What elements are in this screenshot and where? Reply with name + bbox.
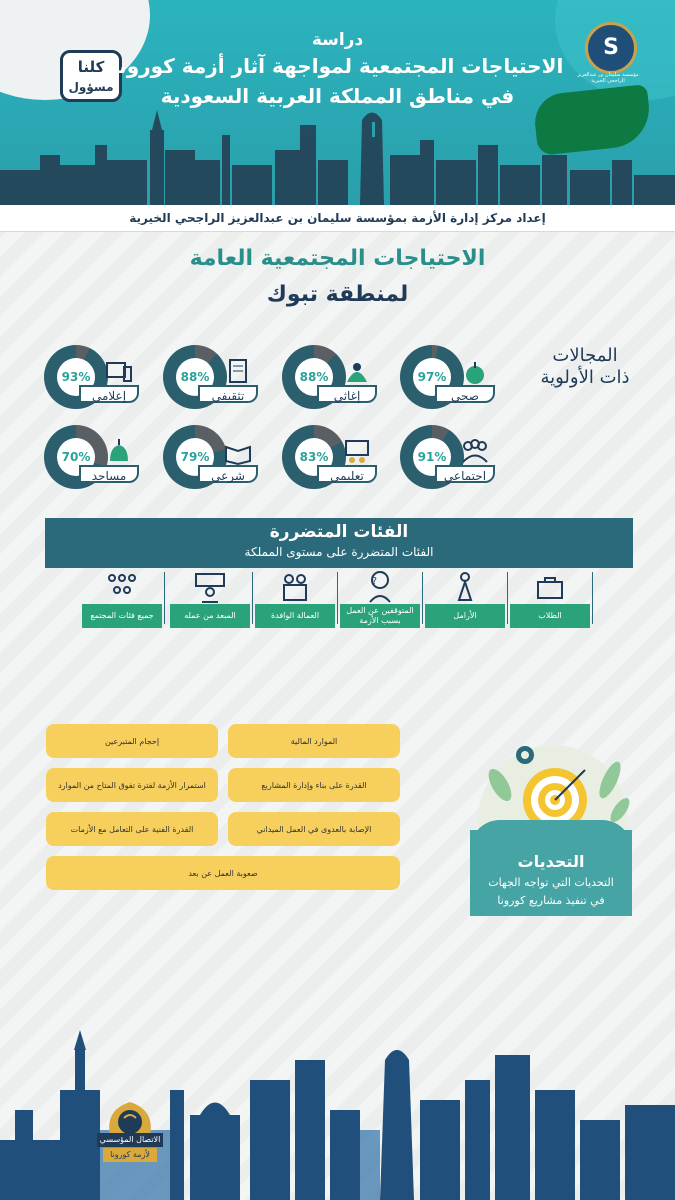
header-line-1: دراسة — [311, 30, 364, 50]
priority-label-line1: المجالات — [552, 345, 618, 366]
priority-area-1 — [282, 345, 382, 415]
community-icon — [102, 570, 142, 604]
apple-icon — [460, 357, 490, 387]
affected-groups-subtitle: الفئات المتضررة على مستوى المملكة — [244, 545, 434, 559]
affected-group-label: المبعد من عمله — [170, 604, 250, 628]
priority-label-line2: ذات الأولوية — [540, 367, 630, 388]
priority-area-7 — [44, 425, 144, 495]
question-person-icon — [360, 570, 400, 604]
section-subtitle: لمنطقة تبوك — [266, 282, 409, 307]
challenge-item: استمرار الأزمة لفترة تفوق المتاح من الموارد — [46, 768, 218, 802]
workers-icon — [275, 570, 315, 604]
priority-label: تعليمي — [317, 465, 377, 483]
credit-text: إعداد مركز إدارة الأزمة بمؤسسة سليمان بن عبدالعزيز الراجحي الخيرية — [129, 211, 546, 225]
section-title: الاحتياجات المجتمعية العامة — [189, 246, 486, 271]
mosque-icon — [104, 437, 134, 467]
document-icon — [223, 357, 253, 387]
priority-percent: 83% — [295, 438, 333, 476]
priority-label: تثقيفي — [198, 385, 258, 403]
priority-percent: 93% — [57, 358, 95, 396]
briefcase-icon — [530, 570, 570, 604]
people-group-icon — [460, 437, 490, 467]
priority-area-3 — [44, 345, 144, 415]
logo-text-line1: كلنا — [77, 58, 105, 76]
priority-label: شرعي — [198, 465, 258, 483]
priority-percent: 70% — [57, 438, 95, 476]
group-divider — [252, 572, 253, 624]
priority-areas-label — [525, 345, 645, 389]
svg-text:?: ? — [371, 576, 377, 587]
priority-area-6 — [163, 425, 263, 495]
presenter-icon — [190, 570, 230, 604]
header-line-3: في مناطق المملكة العربية السعودية — [160, 84, 515, 108]
affected-group-label: الأرامل — [425, 604, 505, 628]
corporate-comm-title: الاتصال المؤسسي — [97, 1133, 163, 1147]
priority-label: اجتماعي — [435, 465, 495, 483]
priority-area-4 — [400, 425, 500, 495]
challenge-item: إحجام المتبرعين — [46, 724, 218, 758]
logo-text-line2: مسؤول — [68, 80, 114, 94]
priority-label: إغاثي — [317, 385, 377, 403]
challenge-item: القدرة الفنية على التعامل مع الأزمات — [46, 812, 218, 846]
woman-icon — [445, 570, 485, 604]
group-divider — [507, 572, 508, 624]
affected-group-label: الطلاب — [510, 604, 590, 628]
challenge-item: صعوبة العمل عن بعد — [46, 856, 400, 890]
priority-percent: 79% — [176, 438, 214, 476]
challenges-desc-line2: في تنفيذ مشاريع كورونا — [497, 894, 605, 907]
group-divider — [337, 572, 338, 624]
devices-icon — [104, 357, 134, 387]
priority-percent: 88% — [176, 358, 214, 396]
rajhi-foundation-logo-caption: مؤسسة سليمان بن عبدالعزيز الراجحي الخيرية — [577, 72, 639, 84]
challenges-desc-line1: التحديات التي تواجه الجهات — [488, 876, 614, 889]
priority-percent: 88% — [295, 358, 333, 396]
quran-icon — [223, 437, 253, 467]
priority-percent: 91% — [413, 438, 451, 476]
header-line-2: الاحتياجات المجتمعية لمواجهة آثار أزمة كورونا — [111, 54, 564, 78]
challenges-description — [470, 874, 632, 910]
group-divider — [592, 572, 593, 624]
group-divider — [422, 572, 423, 624]
rajhi-foundation-logo: S — [585, 22, 637, 74]
affected-group-label: العمالة الوافدة — [255, 604, 335, 628]
affected-group-label: جميع فئات المجتمع — [82, 604, 162, 628]
group-divider — [164, 572, 165, 624]
priority-area-2 — [163, 345, 263, 415]
priority-percent: 97% — [413, 358, 451, 396]
challenge-item: القدرة على بناء وإدارة المشاريع — [228, 768, 400, 802]
affected-group-label: المتوقفين عن العمل بسبب الأزمة — [340, 604, 420, 628]
priority-label: إعلامي — [79, 385, 139, 403]
classroom-icon — [342, 437, 372, 467]
challenge-item: الإصابة بالعدوى في العمل الميداني — [228, 812, 400, 846]
priority-area-0 — [400, 345, 500, 415]
relief-hands-icon — [342, 357, 372, 387]
priority-label: صحي — [435, 385, 495, 403]
challenge-item: الموارد المالية — [228, 724, 400, 758]
affected-groups-title: الفئات المتضررة — [269, 522, 409, 542]
priority-label: مساجد — [79, 465, 139, 483]
priority-area-5 — [282, 425, 382, 495]
challenges-title: التحديات — [517, 852, 585, 871]
corporate-comm-subtitle: لأزمة كورونا — [103, 1148, 157, 1162]
